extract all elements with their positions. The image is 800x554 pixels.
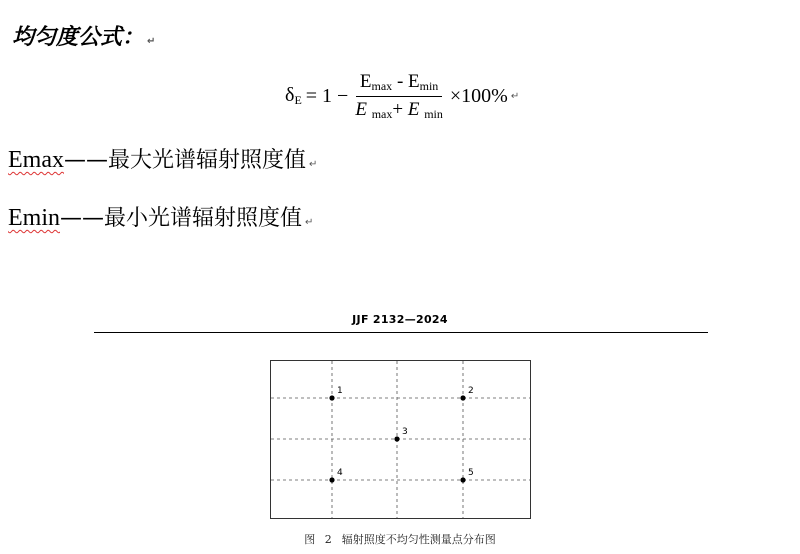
measurement-point-1 xyxy=(329,395,334,400)
measurement-point-label: 4 xyxy=(337,468,343,478)
figure-title: 辐射照度不均匀性测量点分布图 xyxy=(341,533,496,546)
formula-lhs: $\delta_E$ xyxy=(285,84,302,107)
figure-caption xyxy=(0,531,800,547)
definition-emin xyxy=(8,201,313,232)
formula-numerator: $E_{max} - E_{min}$ xyxy=(356,71,442,97)
measurement-point-2 xyxy=(460,395,465,400)
definition-text: ——最小光谱辐射照度值 xyxy=(60,206,303,231)
definition-term: Emin xyxy=(8,205,60,231)
measurement-point-label: 1 xyxy=(337,386,343,396)
measurement-point-label: 3 xyxy=(402,427,408,437)
formula-fraction xyxy=(351,71,447,122)
definition-term: Emax xyxy=(8,147,64,173)
heading-text: 均匀度公式： xyxy=(12,25,145,50)
paragraph-mark-icon: ↵ xyxy=(510,90,520,102)
paragraph-mark-icon: ↵ xyxy=(305,217,314,228)
formula-denominator: E $_{max}$+ E $_{min}$ xyxy=(355,98,443,121)
measurement-point-5 xyxy=(460,477,465,482)
header-rule xyxy=(94,332,708,333)
definition-text: ——最大光谱辐射照度值 xyxy=(63,148,306,173)
diagram-frame xyxy=(271,361,531,519)
formula-prefix: = 1 − xyxy=(305,84,349,107)
measurement-point-label: 5 xyxy=(468,468,474,478)
figure-number: 图 2 xyxy=(304,533,332,546)
measurement-point-4 xyxy=(329,477,334,482)
formula-suffix: ×100% xyxy=(449,84,508,107)
measurement-point-3 xyxy=(394,436,399,441)
measurement-points-diagram xyxy=(270,360,531,519)
standard-header: JJF 2132—2024 xyxy=(352,313,448,326)
measurement-point-label: 2 xyxy=(468,386,474,396)
definition-emax xyxy=(8,143,317,174)
uniformity-formula xyxy=(285,66,519,126)
paragraph-mark-icon: ↵ xyxy=(309,159,318,170)
formula-heading xyxy=(12,20,155,51)
paragraph-mark-icon: ↵ xyxy=(147,36,156,47)
